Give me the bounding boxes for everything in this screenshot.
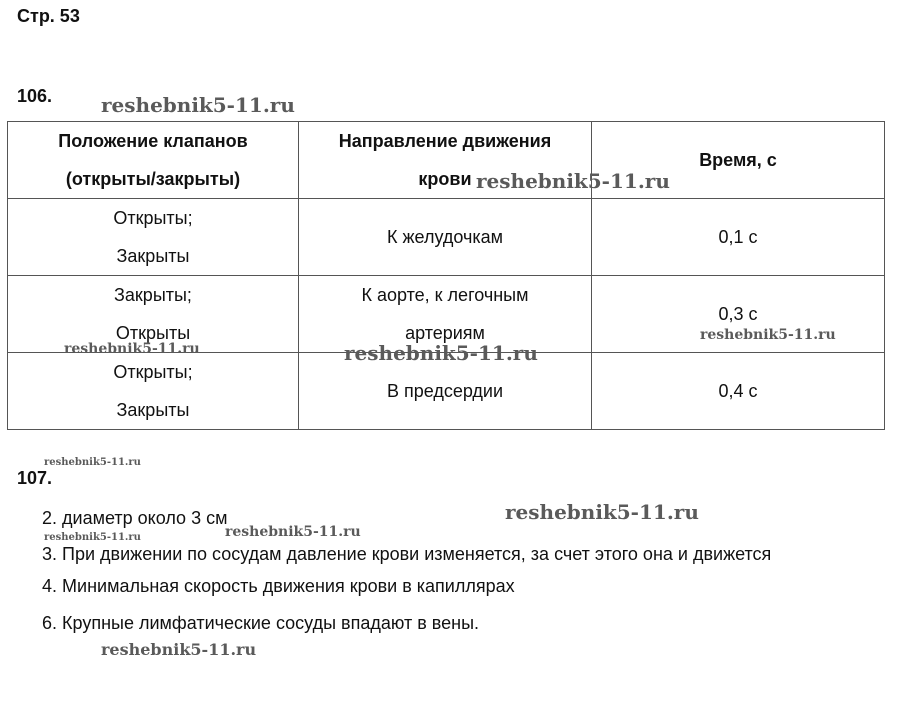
- cell-valves: Открыты; Закрыты: [8, 353, 299, 430]
- table-header-row: [8, 122, 885, 199]
- task-107-answers: [42, 506, 874, 635]
- list-item: 3. При движении по сосудам давление крови изменяется, за счет этого она и движется: [42, 544, 772, 564]
- watermark: reshebnik5-11.ru: [44, 457, 141, 468]
- cell-time: 0,4 с: [592, 353, 885, 430]
- heart-cycle-table: [7, 121, 885, 430]
- watermark: reshebnik5-11.ru: [101, 93, 295, 117]
- page-header: Стр. 53: [17, 6, 80, 26]
- list-item: 4. Минимальная скорость движения крови в капиллярах: [42, 576, 515, 596]
- watermark: reshebnik5-11.ru: [476, 169, 670, 193]
- header-valves: Положение клапанов (открыты/закрыты): [8, 122, 299, 199]
- task-107-number: 107.: [17, 468, 53, 488]
- watermark: reshebnik5-11.ru: [700, 327, 836, 343]
- header-time: Время, с: [592, 122, 885, 199]
- cell-direction: В предсердии: [299, 353, 592, 430]
- watermark: reshebnik5-11.ru: [101, 640, 257, 659]
- cell-direction: К аорте, к легочным артериям: [299, 276, 592, 353]
- cell-time: 0,1 с: [592, 199, 885, 276]
- watermark: reshebnik5-11.ru: [344, 341, 538, 365]
- cell-time: 0,3 с: [592, 276, 885, 353]
- watermark: reshebnik5-11.ru: [505, 500, 699, 524]
- list-item: 6. Крупные лимфатические сосуды впадают в вены.: [42, 613, 480, 633]
- watermark: reshebnik5-11.ru: [44, 532, 141, 543]
- list-item: 2. диаметр около 3 см: [42, 508, 228, 528]
- watermark: reshebnik5-11.ru: [225, 524, 361, 540]
- task-106-number: 106.: [17, 86, 53, 106]
- watermark: reshebnik5-11.ru: [64, 341, 200, 357]
- cell-direction: К желудочкам: [299, 199, 592, 276]
- header-direction: Направление движения крови: [299, 122, 592, 199]
- cell-valves: Закрыты; Открыты: [8, 276, 299, 353]
- table-row: [8, 199, 885, 276]
- cell-valves: Открыты; Закрыты: [8, 199, 299, 276]
